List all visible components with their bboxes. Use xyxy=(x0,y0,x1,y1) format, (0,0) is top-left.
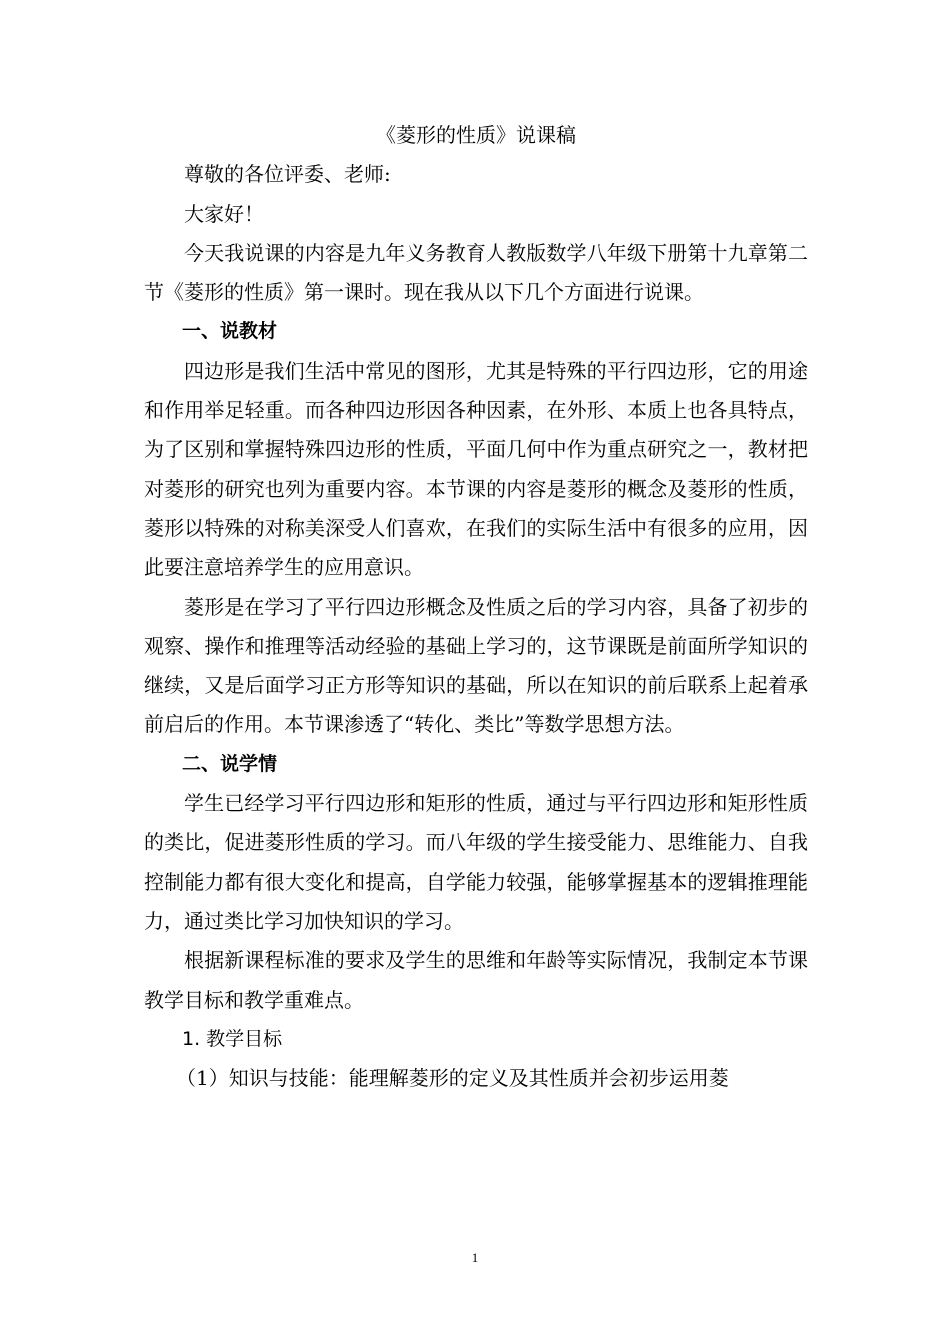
greeting-line: 尊敬的各位评委、老师: xyxy=(184,162,391,187)
section-heading-students: 二、说学情 xyxy=(182,752,278,775)
objective-item: （1）知识与技能：能理解菱形的定义及其性质并会初步运用菱 xyxy=(176,1066,729,1091)
body-paragraph: 学生已经学习平行四边形和矩形的性质，通过与平行四边形和矩形性质的类比，促进菱形性质的学习。而八年级的学生接受能力、思维能力、自我控制能力都有很大变化和提高，自学能力较强，能够掌握基本的逻辑推理能力，通过类比学习加快知识的学习。 xyxy=(144,791,808,933)
hello-line: 大家好！ xyxy=(184,201,264,226)
body-paragraph: 根据新课程标准的要求及学生的思维和年龄等实际情况，我制定本节课教学目标和教学重难点。 xyxy=(144,948,808,1012)
document-page xyxy=(144,116,808,1098)
page-number: 1 xyxy=(471,1250,479,1265)
subsection-heading-objectives: 1. 教学目标 xyxy=(182,1027,283,1050)
body-paragraph: 四边形是我们生活中常见的图形，尤其是特殊的平行四边形，它的用途和作用举足轻重。而各种四边形因各种因素，在外形、本质上也各具特点，为了区别和掌握特殊四边形的性质，平面几何中作为重点研究之一，教材把对菱形的研究也列为重要内容。本节课的内容是菱形的概念及菱形的性质，菱形以特殊的对称美深受人们喜欢，在我们的实际生活中有很多的应用，因此要注意培养学生的应用意识。 xyxy=(144,358,808,580)
document-title: 《菱形的性质》说课稿 xyxy=(376,123,576,147)
section-heading-textbook: 一、说教材 xyxy=(182,320,278,343)
intro-paragraph: 今天我说课的内容是九年义务教育人教版数学八年级下册第十九章第二节《菱形的性质》第一课时。现在我从以下几个方面进行说课。 xyxy=(144,240,808,305)
body-paragraph: 菱形是在学习了平行四边形概念及性质之后的学习内容，具备了初步的观察、操作和推理等活动经验的基础上学习的，这节课既是前面所学知识的继续，又是后面学习正方形等知识的基础，所以在知识的前后联系上起着承前启后的作用。本节课渗透了“转化、类比”等数学思想方法。 xyxy=(144,594,808,737)
